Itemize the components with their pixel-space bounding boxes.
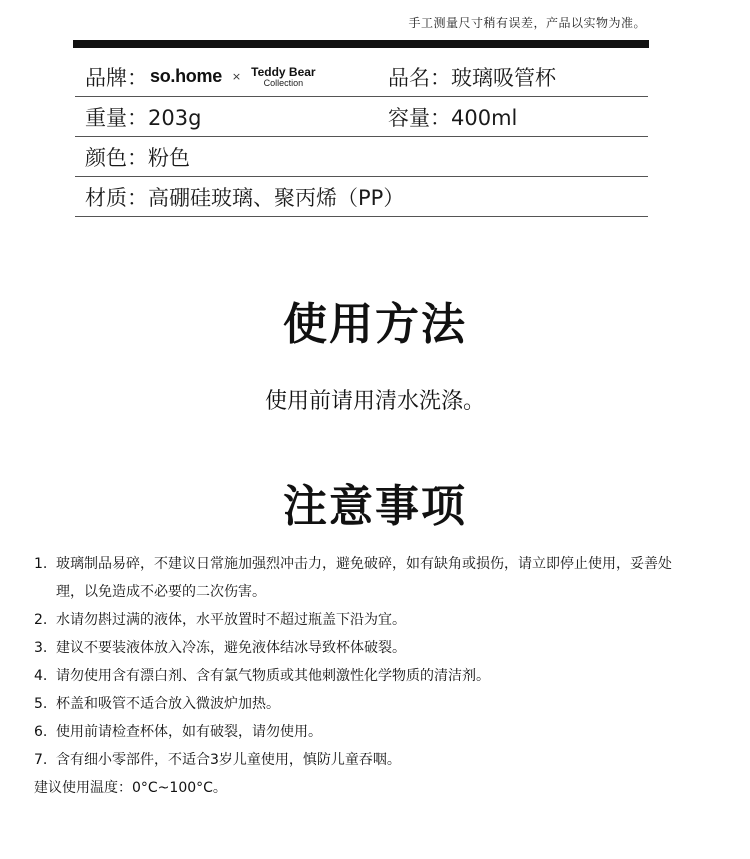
note-number: 5. [34, 696, 48, 712]
spec-row-material [75, 177, 648, 217]
capacity-value: 容量：400ml [388, 105, 518, 130]
notes-list [34, 550, 694, 802]
note-item [34, 718, 694, 746]
note-text: 玻璃制品易碎，不建议日常施加强烈冲击力，避免破碎，如有缺角或损伤，请立即停止使用，妥善处理，以免造成不必要的二次伤害。 [56, 556, 672, 600]
brand-logo-teddy-line2: Collection [263, 77, 304, 88]
material-value: 材质：高硼硅玻璃、聚丙烯（PP） [85, 185, 405, 210]
weight-value: 重量：203g [85, 105, 202, 130]
notes-title: 注意事项 [283, 481, 467, 532]
note-number: 1. [34, 556, 48, 572]
disclaimer-text: 手工测量尺寸稍有误差，产品以实物为准。 [408, 16, 646, 30]
note-text: 建议不要装液体放入冷冻，避免液体结冰导致杯体破裂。 [56, 640, 406, 656]
note-number: 6. [34, 724, 48, 740]
brand-logo [150, 66, 316, 88]
top-divider-bar [73, 40, 649, 48]
brand-logo-times: × [231, 70, 242, 83]
brand-logo-sohome: so.home [150, 66, 222, 86]
brand-cell [85, 57, 316, 96]
spec-row-color [75, 137, 648, 177]
note-item [34, 662, 694, 690]
usage-title: 使用方法 [283, 299, 467, 350]
note-item [34, 550, 694, 606]
note-number: 2. [34, 612, 48, 628]
spec-row-weight [75, 97, 648, 137]
note-text: 水请勿斟过满的液体，水平放置时不超过瓶盖下沿为宜。 [56, 612, 406, 628]
color-value: 颜色：粉色 [85, 145, 190, 170]
temperature-note: 建议使用温度：0°C~100°C。 [34, 780, 227, 796]
usage-text: 使用前请用清水洗涤。 [264, 389, 485, 414]
note-text: 使用前请检查杯体，如有破裂，请勿使用。 [56, 724, 322, 740]
note-text: 请勿使用含有漂白剂、含有氯气物质或其他刺激性化学物质的清洁剂。 [56, 668, 490, 684]
note-text: 含有细小零部件，不适合3岁儿童使用，慎防儿童吞咽。 [56, 752, 401, 768]
note-number: 7. [34, 752, 48, 768]
note-item [34, 690, 694, 718]
note-number: 3. [34, 640, 48, 656]
note-number: 4. [34, 668, 48, 684]
product-name: 品名：玻璃吸管杯 [388, 65, 556, 90]
note-item [34, 746, 694, 774]
spec-row-brand [75, 57, 648, 97]
spec-table [75, 57, 648, 217]
brand-logo-teddy [251, 66, 315, 88]
brand-label: 品牌： [85, 65, 148, 90]
note-text: 杯盖和吸管不适合放入微波炉加热。 [56, 696, 280, 712]
note-item [34, 634, 694, 662]
brand-logo-teddy-line1: Teddy Bear [251, 64, 316, 79]
note-item [34, 606, 694, 634]
